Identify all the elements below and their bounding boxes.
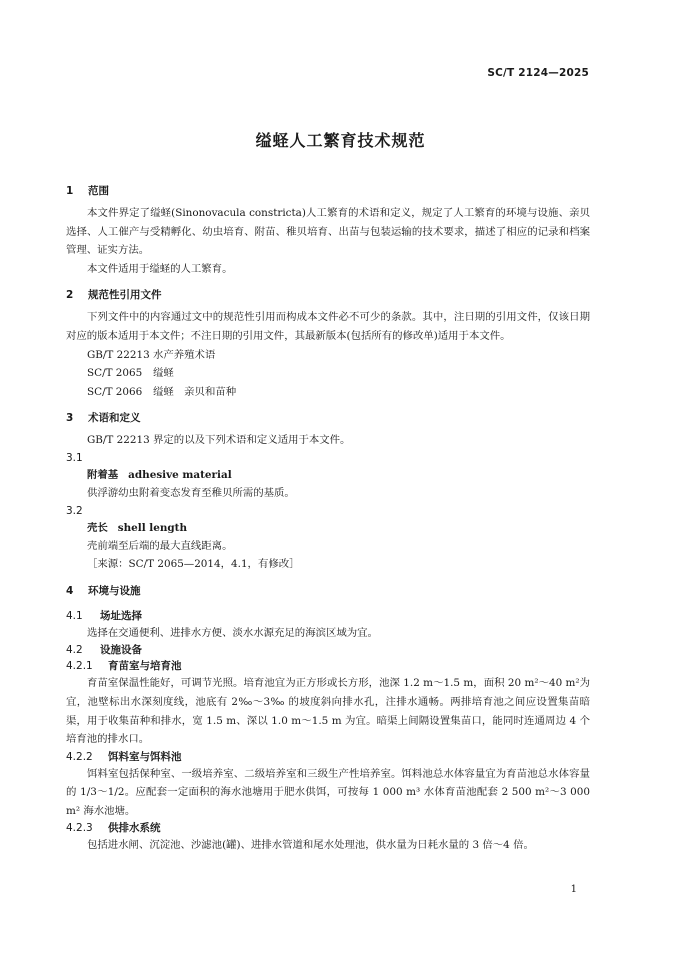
subsection-title: 设施设备 [100,644,142,657]
water-system-paragraph: 包括进水闸、沉淀池、沙滤池(罐)、进排水管道和尾水处理池，供水量为日耗水量的 3 倍～4 倍。 [87,839,534,852]
subsubsection-title: 饵料室与饵料池 [108,750,182,763]
section-title: 范围 [88,185,109,197]
normative-refs-paragraph: 下列文件中的内容通过文中的规范性引用而构成本文件必不可少的条款。其中，注日期的引用文件，仅该日期对应的版本适用于本文件；不注日期的引用文件，其最新版本(包括所有的修改单)适用于本文件。 [66,311,590,342]
document-title: 缢蛏人工繁育技术规范 [255,131,426,150]
section-number: 3 [66,412,74,425]
term-entry [66,519,590,537]
section-heading-1 [66,183,590,199]
page-number: 1 [570,884,577,895]
standard-code: SC/T 2124—2025 [487,67,589,79]
scope-paragraph: 本文件界定了缢蛏(Sinonovacula constricta)人工繁育的术语和定义，规定了人工繁育的环境与设施、亲贝选择、人工催产与受精孵化、幼虫培育、附苗、稚贝培育、出苗与包装运输的技术要求，描述了相应的记录和档案管理、证实方法。 [66,207,590,257]
section-title: 术语和定义 [88,412,141,425]
reference-name: 缢蛏 亲贝和苗种 [153,385,237,398]
reference-item [66,346,590,365]
subsubsection-number: 4.2.2 [66,750,93,763]
hatchery-paragraph: 育苗室保温性能好，可调节光照。培育池宜为正方形或长方形，池深 1.2 m～1.5 m，面积 20 m²～40 m²为宜，池壁标出水深刻度线，池底有 2‰～3‰ 的坡度斜向排水孔，注排水通畅。两排培育池之间应设置集苗暗渠，用于收集苗种和排水，宽 1.5 m、深以 1.0 m～1.5 m 为宜。暗渠上间隔设置集苗口，能同时连通周边 4 个培育池的排水口。 [66,677,590,746]
subsubsection-title: 供排水系统 [108,822,161,835]
site-selection-paragraph: 选择在交通便利、进排水方便、淡水水源充足的海滨区域为宜。 [87,626,378,639]
term-definition: 供浮游幼虫附着变态发育至稚贝所需的基质。 [87,486,295,499]
reference-code: GB/T 22213 [87,348,150,361]
section-heading-4 [66,583,590,599]
subsection-heading [66,642,590,658]
section-title: 规范性引用文件 [88,289,162,302]
term-english: adhesive material [128,468,232,481]
term-entry [66,466,590,484]
term-chinese: 附着基 [87,468,119,481]
term-source: ［来源：SC/T 2065—2014，4.1，有修改］ [87,558,300,571]
scope-applicability: 本文件适用于缢蛏的人工繁育。 [87,262,233,275]
reference-code: SC/T 2065 [87,367,143,380]
terms-intro: GB/T 22213 界定的以及下列术语和定义适用于本文件。 [87,434,351,447]
section-number: 2 [66,289,74,302]
document-body [66,183,590,855]
section-title: 环境与设施 [88,584,141,597]
subsection-number: 4.1 [66,609,83,622]
reference-item [66,383,590,402]
subsection-title: 场址选择 [100,609,142,622]
reference-code: SC/T 2066 [87,385,143,398]
section-number: 4 [66,584,74,597]
section-heading-2 [66,287,590,303]
reference-item [66,364,590,383]
term-number: 3.1 [66,451,83,464]
term-number: 3.2 [66,504,83,517]
section-heading-3 [66,410,590,426]
subsubsection-title: 育苗室与培育池 [108,660,182,673]
subsubsection-number: 4.2.1 [66,660,93,673]
term-english: shell length [117,521,188,534]
subsubsection-heading [66,749,590,765]
subsubsection-number: 4.2.3 [66,822,93,835]
feed-room-paragraph: 饵料室包括保种室、一级培养室、二级培养室和三级生产性培养室。饵料池总水体容量宜为育苗池总水体容量的 1/3～1/2。应配套一定面积的海水池塘用于肥水供饵，可按每 1 000 m³ 水体育苗池配套 2 500 m²～3 000 m² 海水池塘。 [66,767,590,817]
reference-name: 水产养殖术语 [153,348,216,361]
reference-name: 缢蛏 [153,367,174,380]
subsubsection-heading [66,658,590,674]
term-definition: 壳前端至后端的最大直线距离。 [87,539,233,552]
subsection-heading [66,608,590,624]
term-chinese: 壳长 [87,521,108,534]
subsection-number: 4.2 [66,644,83,657]
section-number: 1 [66,185,74,197]
subsubsection-heading [66,820,590,836]
